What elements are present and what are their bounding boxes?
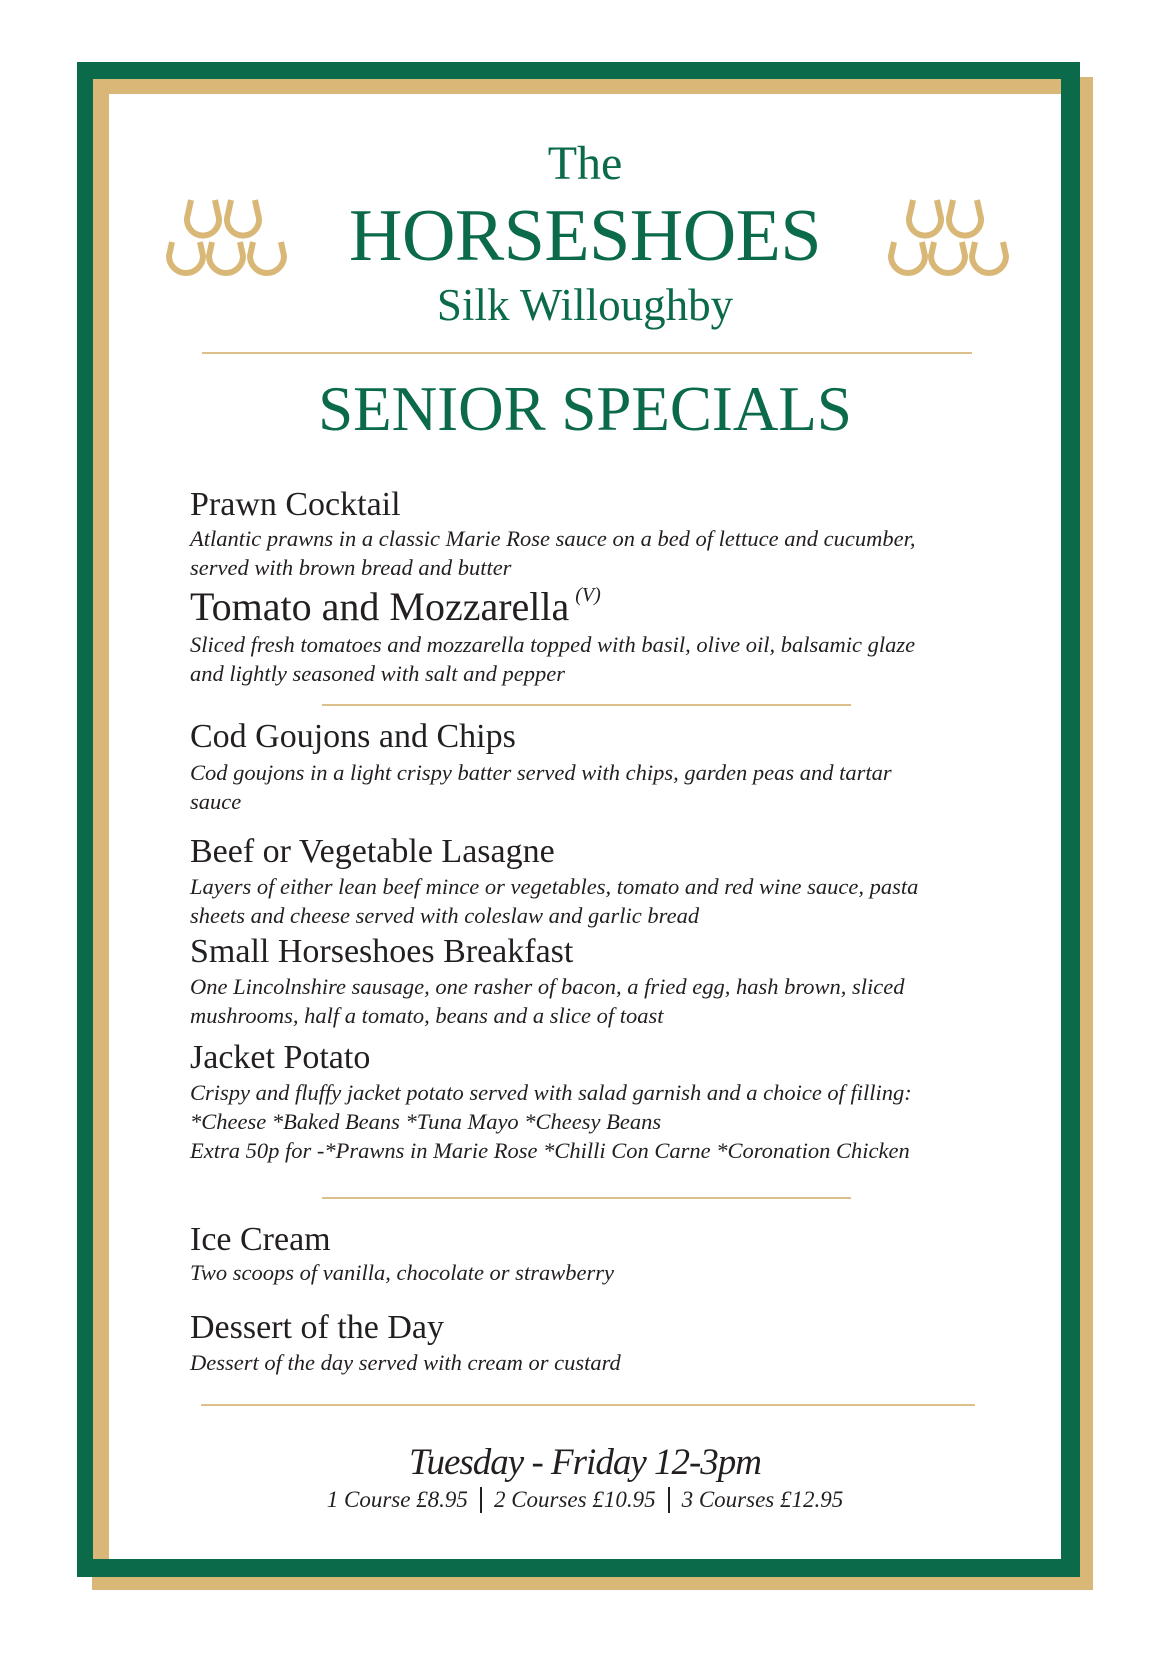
description-line: and lightly seasoned with salt and pepper [190, 661, 565, 686]
item-name: Tomato and Mozzarella [190, 584, 570, 629]
menu-item-description [190, 630, 990, 688]
description-line: Atlantic prawns in a classic Marie Rose sauce on a bed of lettuce and cucumber, [190, 526, 916, 551]
menu-item-title [190, 1311, 444, 1345]
menu-item-description [190, 1078, 990, 1165]
brand-prefix: The [547, 137, 623, 190]
description-line: Dessert of the day served with cream or custard [190, 1350, 621, 1375]
description-line: sheets and cheese served with coleslaw and garlic bread [190, 903, 700, 928]
footer-divider [201, 1404, 975, 1406]
item-name: Small Horseshoes Breakfast [190, 933, 574, 970]
item-name: Prawn Cocktail [190, 486, 401, 523]
availability-text: Tuesday - Friday 12-3pm [408, 1442, 762, 1483]
description-line: Cod goujons in a light crispy batter served with chips, garden peas and tartar [190, 760, 892, 785]
page-title: SENIOR SPECIALS [318, 374, 852, 444]
price-separator [480, 1487, 482, 1513]
menu-item-title [190, 488, 401, 522]
menu-item-title [190, 935, 573, 969]
description-line: Crispy and fluffy jacket potato served with salad garnish and a choice of filling: [190, 1080, 912, 1105]
brand-location: Silk Willoughby [436, 280, 734, 330]
price-list [0, 1487, 1170, 1513]
item-name: Beef or Vegetable Lasagne [190, 833, 555, 870]
item-name: Ice Cream [190, 1221, 331, 1258]
menu-item-description [190, 1258, 990, 1287]
description-line: Extra 50p for -*Prawns in Marie Rose *Chilli Con Carne *Coronation Chicken [190, 1138, 910, 1163]
menu-item-description [190, 758, 990, 816]
item-name: Dessert of the Day [190, 1309, 444, 1346]
price-option: 2 Courses £10.95 [493, 1487, 656, 1512]
vegetarian-badge: (V) [575, 584, 601, 606]
price-option: 1 Course £8.95 [326, 1487, 468, 1512]
menu-item-description [190, 1348, 990, 1377]
menu-item-title [190, 1041, 370, 1075]
header-divider [202, 352, 972, 354]
menu-item-title [190, 1223, 331, 1257]
price-option: 3 Courses £12.95 [681, 1487, 844, 1512]
description-line: One Lincolnshire sausage, one rasher of bacon, a fried egg, hash brown, sliced [190, 974, 905, 999]
description-line: Two scoops of vanilla, chocolate or strawberry [190, 1260, 614, 1285]
description-line: mushrooms, half a tomato, beans and a slice of toast [190, 1003, 664, 1028]
menu-item-description [190, 524, 990, 582]
price-separator [668, 1487, 670, 1513]
item-name: Jacket Potato [190, 1039, 371, 1076]
description-line: Layers of either lean beef mince or vegetables, tomato and red wine sauce, pasta [190, 874, 919, 899]
section-divider [322, 1197, 851, 1199]
menu-item-description [190, 972, 990, 1030]
item-name: Cod Goujons and Chips [190, 718, 516, 755]
description-line: *Cheese *Baked Beans *Tuna Mayo *Cheesy Beans [190, 1109, 662, 1134]
menu-item-description [190, 872, 990, 930]
menu-item-title [190, 720, 516, 754]
description-line: Sliced fresh tomatoes and mozzarella topped with basil, olive oil, balsamic glaze [190, 632, 916, 657]
menu-item-title [190, 584, 601, 629]
section-divider [322, 704, 851, 706]
description-line: served with brown bread and butter [190, 555, 512, 580]
description-line: sauce [190, 789, 242, 814]
brand-name: HORSESHOES [349, 195, 821, 277]
menu-item-title [190, 835, 555, 869]
